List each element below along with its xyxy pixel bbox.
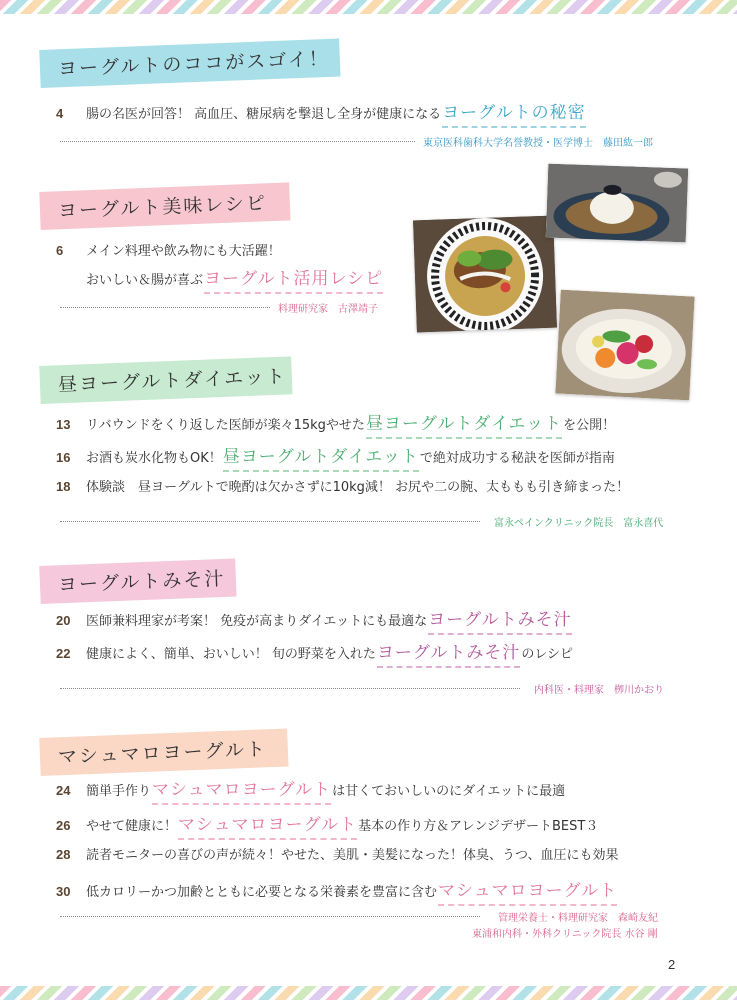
entry-highlight: 昼ヨーグルトダイエット [366, 409, 562, 439]
page-ref: 4 [56, 106, 64, 121]
entry-text-tail: で絶対成功する秘訣を医師が指南 [419, 451, 615, 466]
toc-entry-continued[interactable] [56, 264, 384, 290]
author-credit: 料理研究家 古澤靖子 [278, 304, 378, 315]
page-ref: 24 [56, 783, 71, 798]
entry-text: リバウンドをくり返した医師が楽々15kgやせた [86, 418, 365, 433]
author-credit: 管理栄養士・料理研究家 森崎友紀 [498, 913, 658, 924]
entry-highlight: マシュマロヨーグルト [152, 775, 331, 805]
dotted-leader [60, 688, 520, 689]
section-title-banner [39, 356, 292, 404]
page-ref: 16 [56, 450, 71, 465]
toc-entry[interactable] [56, 638, 573, 664]
entry-highlight: ヨーグルトみそ汁 [428, 605, 572, 635]
page-ref: 20 [56, 613, 71, 628]
toc-entry[interactable] [56, 442, 615, 468]
section-title: ヨーグルトのココがスゴイ！ [57, 47, 331, 81]
author-credit: 東浦和内科・外科クリニック院長 水谷 剛 [472, 929, 658, 940]
entry-text: 低カロリーかつ加齢とともに必要となる栄養素を豊富に含む [86, 885, 438, 900]
toc-entry[interactable] [56, 605, 573, 631]
entry-text: 健康によく、簡単、おいしい！ 旬の野菜を入れた [86, 647, 376, 662]
dotted-leader [60, 141, 415, 142]
author-credit: 富永ペインクリニック院長 富永喜代 [494, 518, 664, 529]
entry-text: おいしい＆腸が喜ぶ [86, 273, 204, 288]
section-title: ヨーグルト美味レシピ [57, 192, 268, 223]
toc-entry[interactable] [56, 409, 615, 435]
entry-highlight: ヨーグルト活用レシピ [204, 264, 383, 294]
entry-highlight: ヨーグルトの秘密 [442, 98, 586, 128]
page-ref: 18 [56, 479, 71, 494]
section-title-banner [39, 182, 290, 230]
toc-entry[interactable] [56, 476, 629, 502]
page-ref: 13 [56, 417, 71, 432]
entry-text: 体験談 昼ヨーグルトで晩酌は欠かさずに10kg減！ お尻や二の腕、太ももも引き締まった！ [86, 480, 630, 495]
toc-entry[interactable] [56, 98, 587, 124]
page-ref: 28 [56, 847, 71, 862]
page-ref: 22 [56, 646, 71, 661]
entry-text: お酒も炭水化物もOK！ [86, 451, 222, 466]
entry-text: 医師兼料理家が考案！ 免疫が高まりダイエットにも最適な [86, 614, 428, 629]
dotted-leader [60, 521, 480, 522]
entry-highlight: マシュマロヨーグルト [438, 876, 617, 906]
section-title: 昼ヨーグルトダイエット [57, 365, 288, 397]
entry-text: やせて健康に！ [86, 819, 178, 834]
top-stripe-border [0, 0, 737, 14]
dotted-leader [60, 307, 270, 308]
section-title-banner [39, 38, 340, 87]
entry-text: 簡単手作り [86, 784, 152, 799]
entry-text: 腸の名医が回答！ 高血圧、糖尿病を撃退し全身が健康になる [86, 107, 442, 122]
entry-highlight: ヨーグルトみそ汁 [377, 638, 521, 668]
entry-text-tail: のレシピ [521, 647, 574, 662]
author-credit: 東京医科歯科大学名誉教授・医学博士 藤田紘一郎 [423, 138, 653, 149]
entry-highlight: マシュマロヨーグルト [178, 810, 357, 840]
toc-entry[interactable] [56, 775, 565, 801]
entry-text-tail: を公開！ [563, 418, 616, 433]
entry-text: 読者モニターの喜びの声が続々！やせた、美肌・美髪になった！体臭、うつ、血圧にも効果 [86, 848, 619, 863]
author-credit: 内科医・料理家 栁川かおり [534, 685, 664, 696]
page-ref: 26 [56, 818, 71, 833]
toc-entry[interactable] [56, 810, 598, 836]
entry-text-tail: は甘くておいしいのにダイエットに最適 [332, 784, 566, 799]
toc-entry[interactable] [56, 844, 618, 870]
section-title-banner [39, 728, 288, 775]
toc-entry[interactable] [56, 876, 618, 902]
section-title: ヨーグルトみそ汁 [57, 567, 226, 597]
dotted-leader [60, 916, 480, 917]
vegetable-bowl-photo [555, 290, 694, 401]
toc-entry[interactable] [56, 240, 281, 266]
entry-highlight: 昼ヨーグルトダイエット [223, 442, 419, 472]
section-title: マシュマロヨーグルト [57, 738, 268, 769]
entry-text-tail: 基本の作り方＆アレンジデザートBEST３ [358, 819, 599, 834]
section-title-banner [39, 558, 236, 603]
page-ref: 30 [56, 884, 71, 899]
salad-plate-photo [413, 216, 557, 333]
entry-text: メイン料理や飲み物にも大活躍！ [86, 244, 281, 259]
panna-cotta-photo [546, 164, 688, 243]
page-ref: 6 [56, 243, 64, 258]
page-number: 2 [668, 957, 676, 972]
bottom-stripe-border [0, 986, 737, 1000]
